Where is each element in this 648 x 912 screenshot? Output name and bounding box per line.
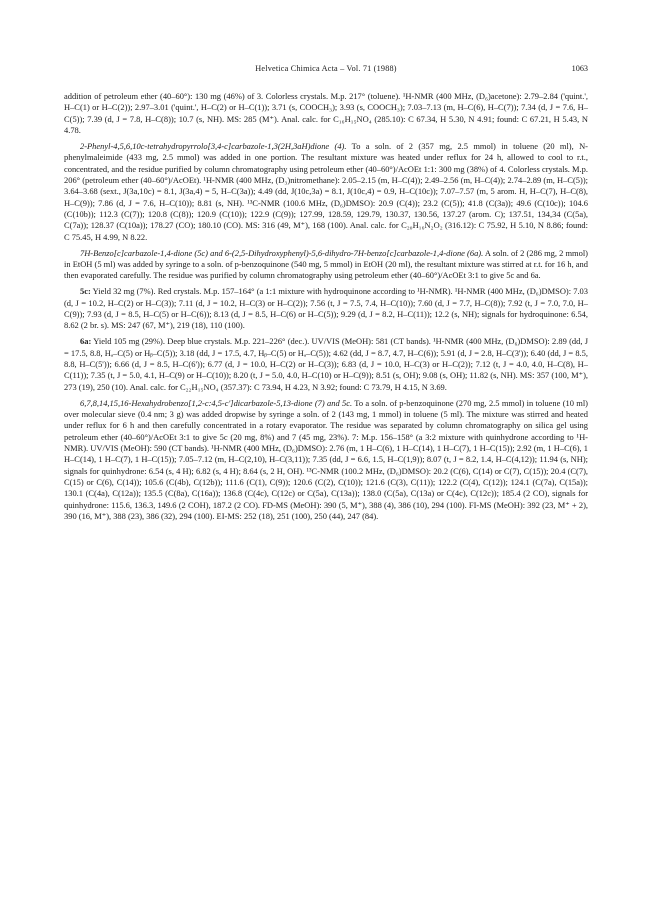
paragraph-compound-7: [64, 398, 588, 523]
paragraph-text: To a soln. of 2 (357 mg, 2.5 mmol) in toluene (20 ml), N-phenylmaleimide (433 mg, 2.5 mmol) was added in one portion. The resultant mixture was heated under reflux for 24 h, allowed to cool to r.t., concentrated, and the residue purified by column chromatography using petroleum ether (40–60°)/AcOEt 1:1: 300 mg (38%) of 4. Colorless crystals. M.p. 206° (petroleum ether (40–60°)/AcOEt). ¹H-NMR (400 MHz, (D₃)nitromethane): 2.05–2.15 (m, H–C(4)); 2.49–2.56 (m, H–C(4)); 2.74–2.89 (m, H–C(5)); 3.64–3.68 (sext., J(3a,10c) = 8.1, J(3a,4) = 5, H–C(3a)); 4.49 (dd, J(10c,3a) = 8.1, J(10c,4) = 0.9, H–C(10c)); 7.07–7.57 (m, 5 arom. H, H–C(7), H–C(8), H–C(9)); 7.86 (d, J = 7.6, H–C(10)); 8.81 (s, NH). ¹³C-NMR (100.6 MHz, (D₆)DMSO): 20.9 (C(4)); 23.2 (C(5)); 41.8 (C(3a)); 49.6 (C(10c)); 104.6 (C(10b)); 112.3 (C(7)); 120.8 (C(8)); 120.9 (C(10)); 122.9 (C(9)); 127.99, 128.59, 129.79, 130.37, 130.56, 137.27 (arom. C); 137.51, 134,34 (C(5a), C(7a)); 128.37 (C(10a)); 178.27 (CO); 180.10 (CO). MS: 316 (49, M⁺), 168 (100). Anal. calc. for C₂₀H₁₆N₂O₂ (316.12): C 75.92, H 5.10, N 8.86; found: C 75.45, H 4.99, N 8.22.: [64, 140, 588, 242]
paragraph-text: Yield 105 mg (29%). Deep blue crystals. M.p. 221–226° (dec.). UV/VIS (MeOH): 581 (CT bands). ¹H-NMR (400 MHz, (D₆)DMSO): 2.89 (dd, J = 17.5, 8.8, Hₐ–C(5) or Hᵦ–C(5)); 3.18 (dd, J = 17.5, 4.7, Hᵦ–C(5) or Hₐ–C(5)); 4.62 (dd, J = 8.7, 4.7, H–C(6)); 5.91 (d, J = 2.8, H–C(3')); 6.40 (dd, J = 8.5, 8.8, H–C(5')); 6.66 (d, J = 8.5, H–C(6')); 6.77 (d, J = 10.0, H–C(2) or H–C(3)); 6.83 (d, J = 10.0, H–C(3) or H–C(2)); 7.12 (t, J = 4.0, 4.0, H–C(8), H–C(11)); 7.35 (t, J = 5.0, 4.1, H–C(9) or H–C(10)); 8.20 (t, J = 5.0, 4.0, H–C(10) or H–C(9)); 8.51 (s, OH); 9.08 (s, OH); 11.82 (s, NH). MS: 357 (100, M⁺), 273 (19), 250 (10). Anal. calc. for C₂₂H₁₅NO₄ (357.37): C 73.94, H 4.23, N 3.92; found: C 73.79, H 4.15, N 3.69.: [64, 336, 588, 392]
paragraph-text: To a soln. of p-benzoquinone (270 mg, 2.5 mmol) in toluene (10 ml) over molecular sieve (0.4 nm; 3 g) was added dropwise by syringe a soln. of 2 (143 mg, 1 mmol) in toluene (5 ml). The mixture was stirred and heated under reflux for 6 h and then carefully concentrated in a rotary evaporator. The residue was separated by column chromatography on silica gel using petroleum ether (40–60°)/AcOEt 3:1 to give 5c (20 mg, 8%) and 7 (45 mg, 23%). 7: M.p. 156–158° (a 3:2 mixture with quinhydrone according to ¹H-NMR). UV/VIS (MeOH): 590 (CT bands). ¹H-NMR (400 MHz, (D₆)DMSO): 2.76 (m, 1 H–C(6), 1 H–C(14), 1 H–C(7), 1 H–C(15)); 2.92 (m, 1 H–C(6), 1 H–C(14), 1 H–C(7), 1 H–C(15)); 7.05–7.12 (m, H–C(2,10), H–C(3,11)); 7.35 (dd, J = 6.6, 1.5, H–C(1,9)); 8.07 (t, J = 8.2, 1.4, H–C(4,12)); 11.94 (s, NH); signals for quinhydrone: 6.54 (s, 4 H); 6.82 (s, 4 H); 8.64 (s, 2 H, OH). ¹³C-NMR (100.2 MHz, (D₆)DMSO): 20.2 (C(6), C(14) or C(7), C(15)); 20.4 (C(7), C(15) or C(6), C(14)); 105.6 (C(4b), C(12b)); 111.6 (C(1), C(9)); 120.6 (C(2), C(10)); 121.6 (C(3), C(11)); 122.2 (C(4), C(12)); 124.1 (C(7a), C(15a)); 130.1 (C(4a), C(12a)); 135.5 (C(8a), C(16a)); 136.8 (C(4c), C(12c) or C(5a), C(13a)); 138.0 (C(5a), C(13a) or C(4c), C(12c)); 185.4 (2 CO), signals for quinhydrone: 115.6, 136.3, 149.6 (2 COH), 187.2 (2 CO). FD-MS (MeOH): 390 (5, M⁺), 388 (4), 386 (10), 294 (100). FI-MS (MeOH): 392 (23, M⁺ + 2), 390 (16, M⁺), 388 (23), 386 (32), 294 (100). EI-MS: 252 (18), 251 (100), 250 (44), 247 (84).: [64, 397, 588, 521]
paragraph-heading: 7H-Benzo[c]carbazole-1,4-dione (5c) and 6-(2,5-Dihydroxyphenyl)-5,6-dihydro-7H-benzo[c]carbazole-1,4-dione (6a).: [80, 247, 484, 258]
paragraph-compounds-5c-6a: [64, 248, 588, 282]
paragraph-text: Yield 32 mg (7%). Red crystals. M.p. 157–164° (a 1:1 mixture with hydroquinone according to ¹H-NMR). ¹H-NMR (400 MHz, (D₆)DMSO): 7.03 (d, J = 10.2, H–C(2) or H–C(3)); 7.11 (d, J = 10.2, H–C(3) or H–C(2)); 7.56 (t, J = 7.5, 7.4, H–C(10)); 7.60 (d, J = 7.7, H–C(8)); 7.92 (t, J = 7.0, 7.0, H–C(9)); 7.93 (d, J = 8.5, H–C(5) or H–C(6)); 8.13 (d, J = 8.5, H–C(6) or H–C(5)); 9.29 (d, J = 8.2, H–C(11)); 12.2 (s, NH); signals for hydroquinone: 6.54, 8.62 (2 br. s). MS: 247 (67, M⁺), 219 (18), 110 (100).: [64, 286, 588, 331]
paragraph-compound-4: [64, 141, 588, 243]
paragraph-heading: 5c:: [80, 286, 91, 297]
article-body: [64, 91, 588, 527]
paragraph-heading: 2-Phenyl-4,5,6,10c-tetrahydropyrrolo[3,4-c]carbazole-1,3(2H,3aH)dione (4).: [80, 140, 347, 151]
running-title: Helvetica Chimica Acta – Vol. 71 (1988): [255, 64, 397, 73]
paragraph-heading: 6,7,8,14,15,16-Hexahydrobenzo[1,2-c:4,5-c']dicarbazole-5,13-dione (7) and 5c.: [80, 397, 353, 408]
paragraph-compound-5c: [64, 286, 588, 331]
paragraph-heading: 6a:: [80, 336, 92, 347]
paragraph-text: addition of petroleum ether (40–60°): 130 mg (46%) of 3. Colorless crystals. M.p. 217° (toluene). ¹H-NMR (400 MHz, (D₆)acetone): 2.79–2.84 ('quint.', H–C(1) or H–C(2)); 2.97–3.01 ('quint.', H–C(2) or H–C(1)); 3.71 (s, COOCH₃); 3.93 (s, COOCH₃); 7.03–7.13 (m, H–C(6), H–C(7)); 7.34 (d, J = 7.6, H–C(5)); 7.39 (d, J = 7.8, H–C(8)); 10.7 (s, NH). MS: 285 (M⁺). Anal. calc. for C₁₆H₁₅NO₄ (285.10): C 67.34, H 5.30, N 4.91; found: C 67.21, H 5.43, N 4.78.: [64, 91, 588, 136]
paragraph-text: A soln. of 2 (286 mg, 2 mmol) in EtOH (5 ml) was added by syringe to a soln. of p-benzoquinone (540 mg, 5 mmol) in EtOH (20 ml), the resultant mixture was stirred at r.t. for 16 h, and then evaporated carefully. The residue was purified by column chromatography using petroleum ether (40–60°)/AcOEt 3:1 to give 5c and 6a.: [64, 247, 588, 281]
paragraph-compound-3: [64, 91, 588, 136]
paragraph-compound-6a: [64, 336, 588, 393]
page-number: 1063: [571, 64, 588, 73]
